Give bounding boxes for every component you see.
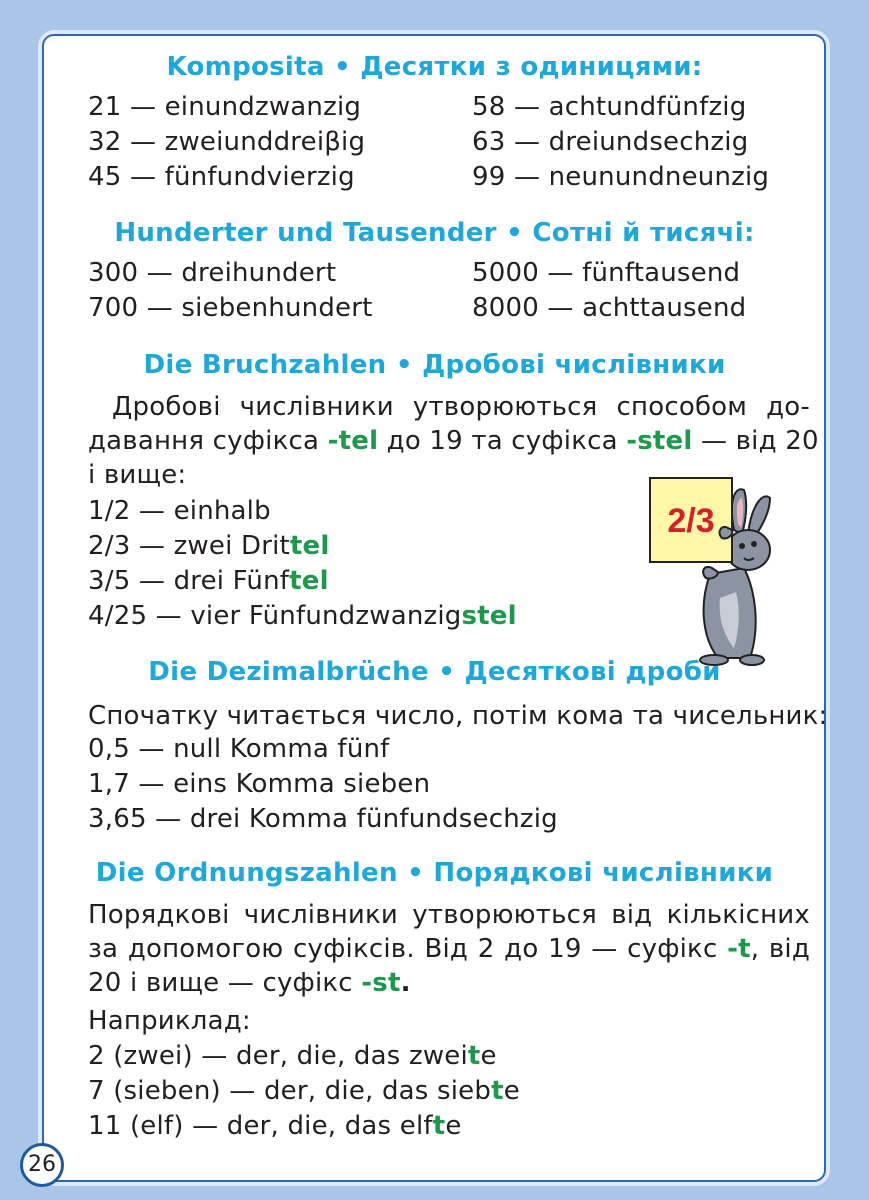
paragraph-line: і вище: — [88, 460, 187, 490]
list-item — [88, 496, 271, 526]
section-heading-fractions: Die Bruchzahlen • Дробові числівники — [143, 350, 726, 380]
paragraph-line: Порядкові числівники утворюються від кількісних — [88, 900, 810, 930]
paragraph-line — [88, 426, 819, 456]
page-number: 26 — [20, 1143, 64, 1187]
list-item — [88, 1111, 462, 1141]
text-span: 7 (sieben) — der, die, das sieb — [88, 1076, 492, 1106]
text-span: . — [400, 968, 411, 998]
list-item: 0,5 — null Komma fünf — [88, 734, 390, 764]
list-item: 3,65 — drei Komma fünfundsechzig — [88, 804, 558, 834]
text-span: до 19 та суфікса — [386, 426, 618, 456]
list-item: 63 — dreiundsechzig — [472, 127, 749, 157]
section-heading-hundreds: Hunderter und Tausender • Сотні й тисячі: — [114, 218, 755, 248]
list-item — [88, 601, 517, 631]
paragraph-line: Наприклад: — [88, 1006, 251, 1036]
paragraph-line: Спочатку читається число, потім кома та чисельник: — [88, 701, 828, 731]
text-span — [727, 934, 810, 964]
text-span: 2/3 — zwei Drit — [88, 531, 290, 561]
text-span: 4/25 — vier Fünfundzwanzig — [88, 601, 462, 631]
suffix-highlight: tel — [289, 531, 330, 561]
text-span: 3/5 — drei Fünf — [88, 566, 290, 596]
list-item — [88, 1076, 520, 1106]
suffix-highlight: -tel — [327, 426, 379, 456]
suffix-highlight: t — [467, 1041, 481, 1071]
suffix-highlight: -stel — [626, 426, 693, 456]
list-item — [88, 1041, 497, 1071]
suffix-highlight: -t — [727, 934, 751, 964]
sign-label: 2/3 — [667, 502, 715, 540]
section-heading-decimals: Die Dezimalbrüche • Десяткові дроби — [148, 657, 721, 687]
paragraph-line: Дробові числівники утворюються способом до- — [112, 392, 810, 422]
text-span: 11 (elf) — der, die, das elf — [88, 1111, 433, 1141]
text-span: за допомогою суфіксів. Від 2 до 19 — суфікс — [88, 934, 718, 964]
text-span: 1/2 — einhalb — [88, 496, 271, 526]
list-item: 32 — zweiunddreiβig — [88, 127, 366, 157]
list-item: 99 — neunundneunzig — [472, 162, 770, 192]
suffix-highlight: t — [491, 1076, 504, 1106]
bunny-illustration — [648, 468, 778, 668]
list-item: 700 — siebenhundert — [88, 293, 373, 323]
text-span: , від — [750, 934, 810, 964]
text-span: e — [480, 1041, 497, 1071]
section-heading-ordinals: Die Ordnungszahlen • Порядкові числівники — [95, 858, 774, 888]
list-item: 45 — fünfundvierzig — [88, 162, 355, 192]
suffix-highlight: tel — [289, 566, 329, 596]
list-item: 1,7 — eins Komma sieben — [88, 769, 431, 799]
text-span: давання суфікса — [88, 426, 320, 456]
list-item: 58 — achtundfünfzig — [472, 92, 747, 122]
list-item: 21 — einundzwanzig — [88, 92, 362, 122]
text-span: 2 (zwei) — der, die, das zwei — [88, 1041, 468, 1071]
list-item: 300 — dreihundert — [88, 258, 337, 288]
suffix-highlight: stel — [461, 601, 517, 631]
text-span: — від 20 — [700, 426, 819, 456]
section-heading-composita: Komposita • Десятки з одиницями: — [166, 52, 703, 82]
list-item — [88, 531, 329, 561]
suffix-highlight: -st — [361, 968, 401, 998]
text-span: e — [503, 1076, 520, 1106]
text-span: 20 і вище — суфікс — [88, 968, 353, 998]
paragraph-line — [88, 968, 411, 998]
list-item: 5000 — fünftausend — [472, 258, 741, 288]
paragraph-line — [88, 934, 810, 964]
text-span: e — [445, 1111, 462, 1141]
list-item — [88, 566, 329, 596]
list-item: 8000 — achttausend — [472, 293, 747, 323]
suffix-highlight: t — [432, 1111, 446, 1141]
